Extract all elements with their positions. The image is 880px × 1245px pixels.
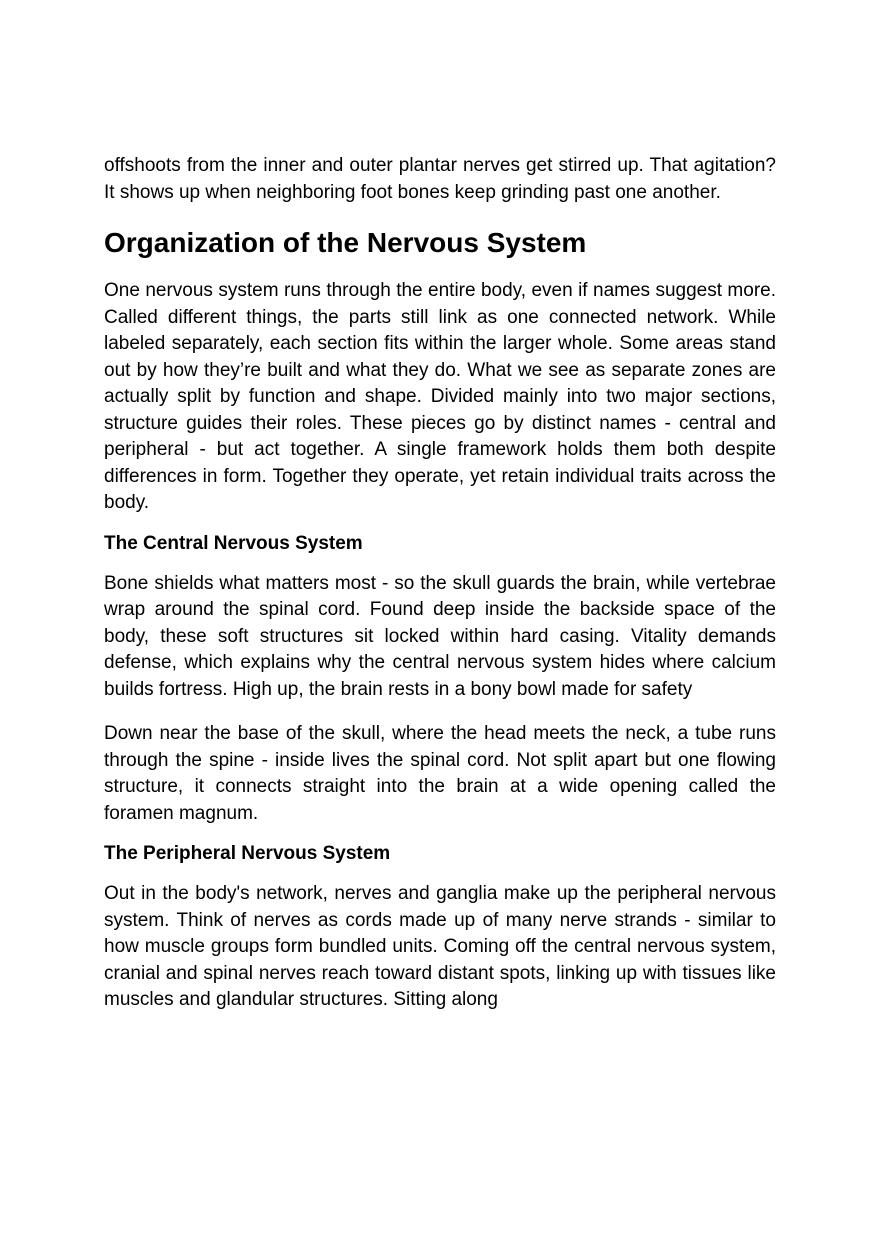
section-paragraph: One nervous system runs through the entire body, even if names suggest more. Called different things, the parts still link as one connected network. While labeled separately, each section fits within the larger whole. Some areas stand out by how they’re built and what they do. What we see as separate zones are actually split by function and shape. Divided mainly into two major sections, structure guides their roles. These pieces go by distinct names - central and peripheral - but act together. A single framework holds them both despite differences in form. Together they operate, yet retain individual traits across the body.: [104, 280, 776, 513]
cns-paragraph-2: Down near the base of the skull, where the head meets the neck, a tube runs through the spine - inside lives the spinal cord. Not split apart but one flowing structure, it connects straight into the brain at a wide opening called the foramen magnum.: [104, 723, 776, 824]
document-page: [104, 153, 776, 1014]
intro-paragraph: offshoots from the inner and outer plantar nerves get stirred up. That agitation? It shows up when neighboring foot bones keep grinding past one another.: [104, 155, 776, 203]
pns-heading: The Peripheral Nervous System: [104, 843, 391, 864]
section-heading: Organization of the Nervous System: [104, 227, 587, 258]
cns-paragraph-1: Bone shields what matters most - so the skull guards the brain, while vertebrae wrap around the spinal cord. Found deep inside the backside space of the body, these soft structures sit locked within hard casing. Vitality demands defense, which explains why the central nervous system hides where calcium builds fortress. High up, the brain rests in a bony bowl made for safety: [104, 572, 776, 700]
pns-paragraph: Out in the body's network, nerves and ganglia make up the peripheral nervous system. Think of nerves as cords made up of many nerve strands - similar to how muscle groups form bundled units. Coming off the central nervous system, cranial and spinal nerves reach toward distant spots, linking up with tissues like muscles and glandular structures. Sitting along: [104, 883, 776, 1010]
cns-heading: The Central Nervous System: [104, 532, 363, 554]
